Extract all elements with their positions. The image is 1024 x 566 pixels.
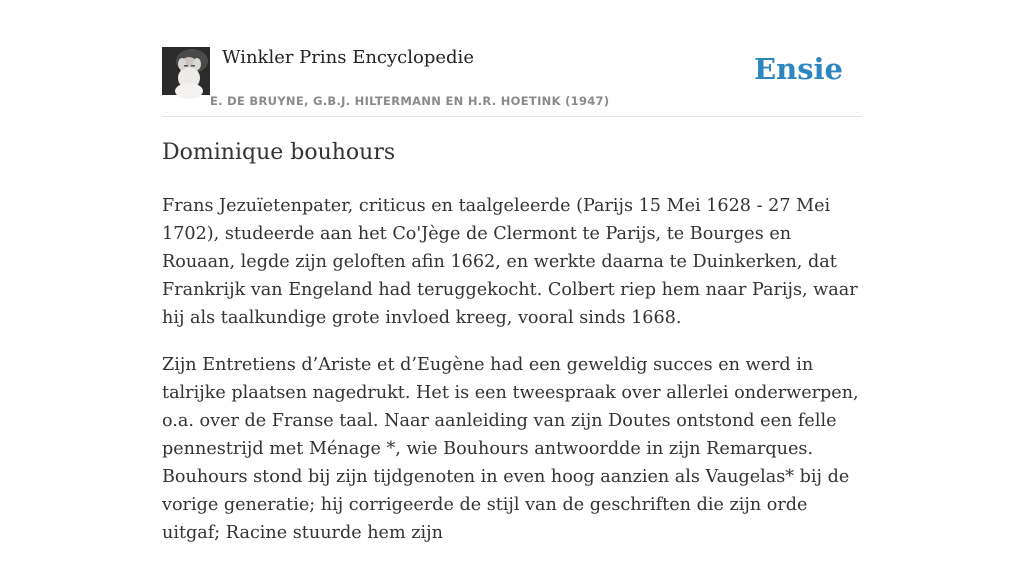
source-header (162, 45, 862, 117)
bearded-man-portrait-icon (162, 47, 210, 95)
article-paragraph: Frans Jezuïetenpater, criticus en taalgeleerde (Parijs 15 Mei 1628 - 27 Mei 1702), studeerde aan het Co'Jège de Clermont te Parijs, te Bourges en Rouaan, legde zijn geloften afin 1662, en werkte daarna te Duinkerken, dat Frankrijk van Engeland had teruggekocht. Colbert riep hem naar Parijs, waar hij als taalkundige grote invloed kreeg, vooral sinds 1668. (162, 196, 858, 328)
avatar[interactable] (162, 47, 210, 95)
article-title: Dominique bouhours (162, 140, 396, 165)
article-body (162, 192, 862, 566)
source-authors: E. DE BRUYNE, G.B.J. HILTERMANN EN H.R. HOETINK (1947) (210, 94, 610, 108)
article-paragraph: Zijn Entretiens d’Ariste et d’Eugène had een geweldig succes en werd in talrijke plaatsen nagedrukt. Het is een tweespraak over allerlei onderwerpen, o.a. over de Franse taal. Naar aanleiding van zijn Doutes ontstond een felle pennestrijd met Ménage *, wie Bouhours antwoordde in zijn Remarques. Bouhours stond bij zijn tijdgenoten in even hoog aanzien als Vaugelas* bij de vorige generatie; hij corrigeerde de stijl van de geschriften die zijn orde uitgaf; Racine stuurde hem zijn (162, 355, 859, 543)
brand-logo-link[interactable]: Ensie (754, 52, 843, 86)
source-title-link[interactable]: Winkler Prins Encyclopedie (222, 47, 474, 68)
